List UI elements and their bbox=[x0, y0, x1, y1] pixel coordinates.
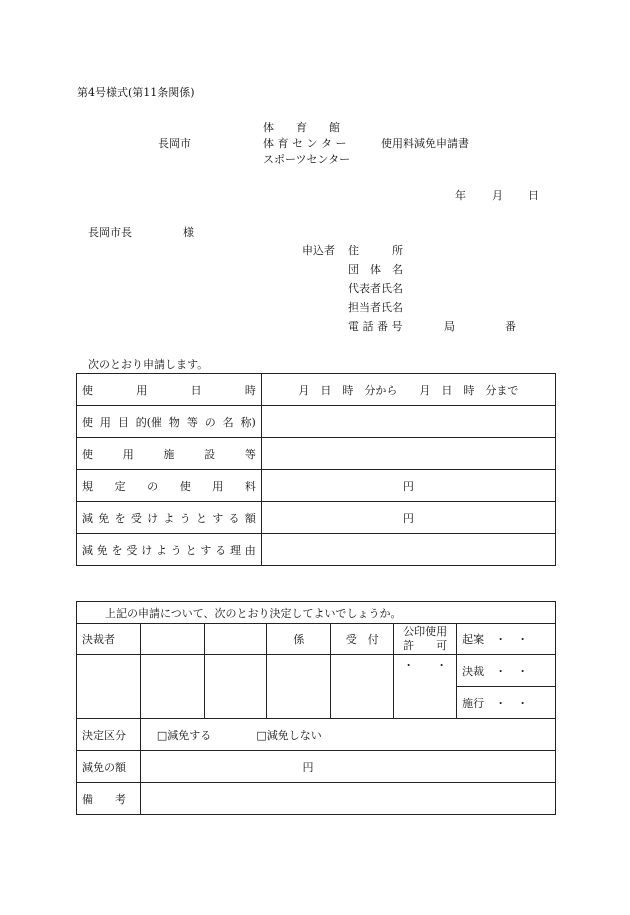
applicant-group: 団 体 名 bbox=[348, 263, 403, 276]
facility-center: 体 育 セ ン タ ー bbox=[263, 137, 347, 150]
row-usage-datetime bbox=[77, 374, 556, 406]
label-reduction-reason: 減 免 を 受 け よ う と す る 理 由 bbox=[82, 543, 256, 557]
row-reduction-reason bbox=[77, 534, 556, 566]
seal-permission-label: 公印使用 許 可 bbox=[394, 624, 457, 655]
value-reduction-amount[interactable]: 円 bbox=[261, 502, 555, 534]
no-reduce-checkbox[interactable]: □減免しない bbox=[256, 728, 322, 742]
applicant-phone: 電 話 番 号 bbox=[348, 320, 403, 333]
date-day: 日 bbox=[528, 189, 539, 202]
decision-options bbox=[140, 719, 555, 751]
facility-gym: 体 育 館 bbox=[263, 121, 340, 134]
decision-table bbox=[76, 601, 556, 815]
enforced-date[interactable]: 施行 ・ ・ bbox=[457, 687, 556, 719]
stamp-cell-1[interactable] bbox=[140, 655, 204, 719]
facility-sports: スポーツセンター bbox=[263, 153, 351, 166]
value-facility[interactable] bbox=[261, 438, 555, 470]
reception-label: 受 付 bbox=[331, 624, 394, 655]
date-year: 年 bbox=[455, 189, 466, 202]
decision-header: 上記の申請について、次のとおり決定してよいでしょうか。 bbox=[77, 602, 556, 624]
city-name: 長岡市 bbox=[158, 137, 191, 150]
remarks-row bbox=[77, 783, 556, 815]
reduce-checkbox[interactable]: □減免する bbox=[156, 728, 212, 742]
row-standard-fee bbox=[77, 470, 556, 502]
staff-stamp-cell[interactable] bbox=[267, 655, 331, 719]
value-usage-datetime[interactable]: 月 日 時 分から 月 日 時 分まで bbox=[261, 374, 555, 406]
label-usage-datetime: 使 用 日 時 bbox=[82, 383, 256, 397]
value-purpose[interactable] bbox=[261, 406, 555, 438]
value-standard-fee[interactable]: 円 bbox=[261, 470, 555, 502]
reception-stamp-cell[interactable] bbox=[331, 655, 394, 719]
label-facility: 使 用 施 設 等 bbox=[82, 447, 256, 461]
approver-label: 決裁者 bbox=[77, 624, 141, 655]
row-reduction-amount bbox=[77, 502, 556, 534]
applicant-label: 申込者 bbox=[302, 244, 335, 257]
row-purpose bbox=[77, 406, 556, 438]
decision-category-label: 決定区分 bbox=[77, 719, 141, 751]
addressee-honorific: 様 bbox=[183, 226, 194, 239]
reduction-amount-label: 減免の額 bbox=[77, 751, 141, 783]
intro-text: 次のとおり申請します。 bbox=[88, 358, 209, 371]
label-standard-fee: 規 定 の 使 用 料 bbox=[82, 479, 256, 493]
document-title: 使用料減免申請書 bbox=[381, 137, 469, 150]
phone-exchange: 局 bbox=[444, 320, 455, 333]
remarks-value[interactable] bbox=[140, 783, 555, 815]
decision-category-row bbox=[77, 719, 556, 751]
form-number: 第4号様式(第11条関係) bbox=[77, 86, 195, 99]
label-purpose: 使 用 目 的(催 物 等 の 名 称) bbox=[82, 415, 256, 429]
remarks-label: 備 考 bbox=[77, 783, 141, 815]
approval-labels-row bbox=[77, 624, 556, 655]
reduction-amount-value[interactable]: 円 bbox=[140, 751, 555, 783]
approval-row-a bbox=[77, 655, 556, 687]
applicant-contact: 担当者氏名 bbox=[348, 301, 403, 314]
decision-header-row bbox=[77, 602, 556, 624]
value-reduction-reason[interactable] bbox=[261, 534, 555, 566]
date-month: 月 bbox=[492, 189, 503, 202]
staff-label: 係 bbox=[267, 624, 331, 655]
label-reduction-amount: 減 免 を 受 け よ う と す る 額 bbox=[82, 511, 256, 525]
applicant-address: 住 所 bbox=[348, 244, 403, 257]
seal-date[interactable]: ・ ・ bbox=[394, 655, 457, 719]
draft-date[interactable]: 起案 ・ ・ bbox=[457, 624, 556, 655]
application-table bbox=[76, 373, 556, 566]
stamp-cell-2[interactable] bbox=[204, 655, 267, 719]
phone-number: 番 bbox=[505, 320, 516, 333]
approver-cell-2[interactable] bbox=[204, 624, 267, 655]
approver-stamp-cell[interactable] bbox=[77, 655, 141, 719]
applicant-representative: 代表者氏名 bbox=[348, 282, 403, 295]
approver-cell-1[interactable] bbox=[140, 624, 204, 655]
decided-date[interactable]: 決裁 ・ ・ bbox=[457, 655, 556, 687]
reduction-amount-row bbox=[77, 751, 556, 783]
row-facility bbox=[77, 438, 556, 470]
addressee-name: 長岡市長 bbox=[88, 226, 132, 239]
